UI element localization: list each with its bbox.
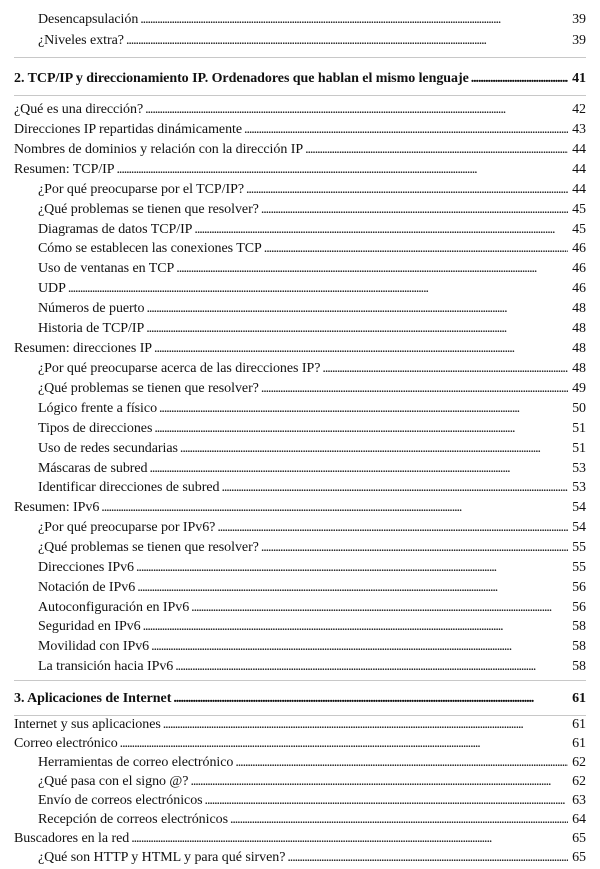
- toc-chapter-heading[interactable]: [14, 70, 586, 88]
- toc-chapter-page: 41: [572, 71, 586, 86]
- toc-chapter-label: 2. TCP/IP y direccionamiento IP. Ordenadores que hablan el mismo lenguaje: [14, 71, 469, 86]
- toc-entry-label: Uso de redes secundarias: [38, 441, 178, 456]
- toc-entry-label: UDP: [38, 281, 66, 296]
- dot-leader: [131, 830, 568, 848]
- dot-leader: [246, 181, 568, 199]
- toc-entry-page: 46: [572, 261, 586, 276]
- dot-leader: [151, 638, 568, 656]
- toc-entry-page: 55: [572, 560, 586, 575]
- toc-entry[interactable]: [14, 32, 586, 50]
- toc-entry-label: Seguridad en IPv6: [38, 619, 141, 634]
- toc-entry-label: ¿Qué problemas se tienen que resolver?: [38, 202, 259, 217]
- toc-entry[interactable]: [14, 716, 586, 734]
- toc-entry-page: 49: [572, 381, 586, 396]
- toc-entry[interactable]: [14, 260, 586, 278]
- toc-entry-page: 51: [572, 421, 586, 436]
- toc-entry-page: 65: [572, 831, 586, 846]
- dot-leader: [261, 539, 568, 557]
- toc-entry-page: 56: [572, 580, 586, 595]
- dot-leader: [140, 11, 568, 29]
- toc-entry-label: ¿Por qué preocuparse por IPv6?: [38, 520, 216, 535]
- dot-leader: [120, 735, 568, 753]
- toc-entry-page: 50: [572, 401, 586, 416]
- toc-entry[interactable]: [14, 440, 586, 458]
- toc-entry-page: 61: [572, 736, 586, 751]
- toc-entry[interactable]: [14, 181, 586, 199]
- toc-entry-label: Resumen: IPv6: [14, 500, 100, 515]
- toc-entry-label: Envío de correos electrónicos: [38, 793, 203, 808]
- toc-entry[interactable]: [14, 811, 586, 829]
- toc-entry-page: 48: [572, 321, 586, 336]
- section-divider: [14, 95, 586, 96]
- toc-entry-label: Cómo se establecen las conexiones TCP: [38, 241, 262, 256]
- toc-entry-page: 58: [572, 659, 586, 674]
- toc-entry-page: 53: [572, 480, 586, 495]
- dot-leader: [230, 811, 568, 829]
- toc-entry-label: ¿Qué pasa con el signo @?: [38, 774, 189, 789]
- dot-leader: [191, 599, 568, 617]
- dot-leader: [205, 792, 568, 810]
- dot-leader: [194, 221, 568, 239]
- toc-entry-label: Movilidad con IPv6: [38, 639, 150, 654]
- toc-entry[interactable]: [14, 101, 586, 119]
- toc-entry-page: 45: [572, 202, 586, 217]
- toc-entry-page: 48: [572, 361, 586, 376]
- toc-entry-page: 58: [572, 639, 586, 654]
- toc-entry-label: Internet y sus aplicaciones: [14, 717, 161, 732]
- toc-entry-page: 53: [572, 461, 586, 476]
- dot-leader: [173, 690, 568, 708]
- toc-entry-page: 42: [572, 102, 586, 117]
- toc-entry-label: Direcciones IP repartidas dinámicamente: [14, 122, 243, 137]
- toc-entry-label: Correo electrónico: [14, 736, 118, 751]
- toc-entry[interactable]: [14, 161, 586, 179]
- dot-leader: [180, 440, 568, 458]
- toc-entry-page: 62: [572, 755, 586, 770]
- dot-leader: [150, 460, 568, 478]
- toc-entry-page: 54: [572, 520, 586, 535]
- toc-entry-label: Herramientas de correo electrónico: [38, 755, 234, 770]
- toc-entry-label: Direcciones IPv6: [38, 560, 135, 575]
- toc-entry-label: Tipos de direcciones: [38, 421, 153, 436]
- dot-leader: [68, 280, 568, 298]
- dot-leader: [146, 320, 568, 338]
- toc-entry[interactable]: [14, 579, 586, 597]
- toc-entry-page: 44: [572, 142, 586, 157]
- toc-entry-label: ¿Niveles extra?: [38, 33, 124, 48]
- dot-leader: [305, 141, 568, 159]
- toc-entry-label: Desencapsulación: [38, 12, 139, 27]
- toc-entry-label: Números de puerto: [38, 301, 145, 316]
- toc-entry[interactable]: [14, 400, 586, 418]
- toc-entry-page: 48: [572, 301, 586, 316]
- toc-entry[interactable]: [14, 280, 586, 298]
- toc-entry[interactable]: [14, 320, 586, 338]
- toc-entry-label: Historia de TCP/IP: [38, 321, 145, 336]
- dot-leader: [145, 101, 568, 119]
- toc-entry-page: 39: [572, 12, 586, 27]
- dot-leader: [176, 260, 568, 278]
- toc-entry[interactable]: [14, 360, 586, 378]
- toc-entry[interactable]: [14, 754, 586, 772]
- toc-entry[interactable]: [14, 499, 586, 517]
- toc-entry-label: ¿Por qué preocuparse por el TCP/IP?: [38, 182, 244, 197]
- toc-entry-page: 46: [572, 281, 586, 296]
- dot-leader: [101, 499, 568, 517]
- toc-entry[interactable]: [14, 340, 586, 358]
- toc-entry-label: Diagramas de datos TCP/IP: [38, 222, 193, 237]
- toc-entry-label: ¿Qué problemas se tienen que resolver?: [38, 381, 259, 396]
- toc-entry[interactable]: [14, 460, 586, 478]
- toc-entry[interactable]: [14, 618, 586, 636]
- dot-leader: [154, 340, 568, 358]
- dot-leader: [126, 32, 568, 50]
- dot-leader: [244, 121, 568, 139]
- toc-entry[interactable]: [14, 479, 586, 497]
- dot-leader: [136, 559, 568, 577]
- dot-leader: [261, 380, 568, 398]
- dot-leader: [159, 400, 568, 418]
- dot-leader: [163, 716, 568, 734]
- toc-entry-label: Notación de IPv6: [38, 580, 136, 595]
- toc-entry[interactable]: [14, 380, 586, 398]
- toc-entry-label: ¿Qué es una dirección?: [14, 102, 144, 117]
- toc-entry-page: 64: [572, 812, 586, 827]
- toc-entry[interactable]: [14, 141, 586, 159]
- toc-entry-label: La transición hacia IPv6: [38, 659, 174, 674]
- toc-entry-label: Uso de ventanas en TCP: [38, 261, 175, 276]
- toc-entry-page: 58: [572, 619, 586, 634]
- dot-leader: [471, 70, 568, 88]
- toc-entry-page: 54: [572, 500, 586, 515]
- toc-entry-page: 43: [572, 122, 586, 137]
- toc-entry[interactable]: [14, 638, 586, 656]
- toc-entry-page: 62: [572, 774, 586, 789]
- toc-entry[interactable]: [14, 559, 586, 577]
- toc-entry[interactable]: [14, 240, 586, 258]
- toc-entry-page: 65: [572, 850, 586, 865]
- toc-entry-label: Lógico frente a físico: [38, 401, 158, 416]
- toc-page: [14, 0, 586, 869]
- dot-leader: [287, 849, 568, 867]
- toc-entry-label: Resumen: TCP/IP: [14, 162, 115, 177]
- toc-entry[interactable]: [14, 519, 586, 537]
- dot-leader: [143, 618, 568, 636]
- toc-entry-label: Resumen: direcciones IP: [14, 341, 153, 356]
- dot-leader: [117, 161, 568, 179]
- toc-entry-label: Nombres de dominios y relación con la dirección IP: [14, 142, 304, 157]
- dot-leader: [217, 519, 568, 537]
- dot-leader: [137, 579, 568, 597]
- toc-entry[interactable]: [14, 11, 586, 29]
- toc-entry-page: 45: [572, 222, 586, 237]
- toc-entry[interactable]: [14, 121, 586, 139]
- toc-entry[interactable]: [14, 792, 586, 810]
- toc-entry-label: ¿Qué problemas se tienen que resolver?: [38, 540, 259, 555]
- toc-entry[interactable]: [14, 658, 586, 676]
- toc-entry[interactable]: [14, 773, 586, 791]
- toc-entry[interactable]: [14, 201, 586, 219]
- toc-entry-page: 51: [572, 441, 586, 456]
- dot-leader: [154, 420, 568, 438]
- toc-entry-page: 46: [572, 241, 586, 256]
- toc-entry-label: ¿Qué son HTTP y HTML y para qué sirven?: [38, 850, 286, 865]
- toc-entry-page: 63: [572, 793, 586, 808]
- toc-entry[interactable]: [14, 420, 586, 438]
- toc-entry[interactable]: [14, 735, 586, 753]
- toc-chapter-heading[interactable]: [14, 690, 586, 708]
- toc-entry-page: 48: [572, 341, 586, 356]
- dot-leader: [190, 773, 568, 791]
- toc-entry-label: Recepción de correos electrónicos: [38, 812, 228, 827]
- toc-entry-label: Autoconfiguración en IPv6: [38, 600, 190, 615]
- toc-entry-page: 56: [572, 600, 586, 615]
- dot-leader: [221, 479, 568, 497]
- toc-entry[interactable]: [14, 599, 586, 617]
- dot-leader: [261, 201, 568, 219]
- toc-entry-page: 44: [572, 182, 586, 197]
- dot-leader: [235, 754, 568, 772]
- toc-entry-page: 61: [572, 717, 586, 732]
- toc-entry-page: 39: [572, 33, 586, 48]
- toc-chapter-page: 61: [572, 691, 586, 706]
- toc-entry-label: ¿Por qué preocuparse acerca de las direcciones IP?: [38, 361, 321, 376]
- toc-entry[interactable]: [14, 300, 586, 318]
- toc-entry-label: Identificar direcciones de subred: [38, 480, 220, 495]
- toc-entry[interactable]: [14, 221, 586, 239]
- dot-leader: [146, 300, 568, 318]
- section-divider: [14, 680, 586, 681]
- toc-entry[interactable]: [14, 849, 586, 867]
- toc-entry-page: 44: [572, 162, 586, 177]
- toc-entry[interactable]: [14, 539, 586, 557]
- toc-entry-label: Buscadores en la red: [14, 831, 130, 846]
- dot-leader: [322, 360, 568, 378]
- toc-chapter-label: 3. Aplicaciones de Internet: [14, 691, 172, 706]
- toc-entry[interactable]: [14, 830, 586, 848]
- toc-entry-page: 55: [572, 540, 586, 555]
- dot-leader: [264, 240, 568, 258]
- toc-entry-label: Máscaras de subred: [38, 461, 148, 476]
- dot-leader: [175, 658, 568, 676]
- section-divider: [14, 57, 586, 58]
